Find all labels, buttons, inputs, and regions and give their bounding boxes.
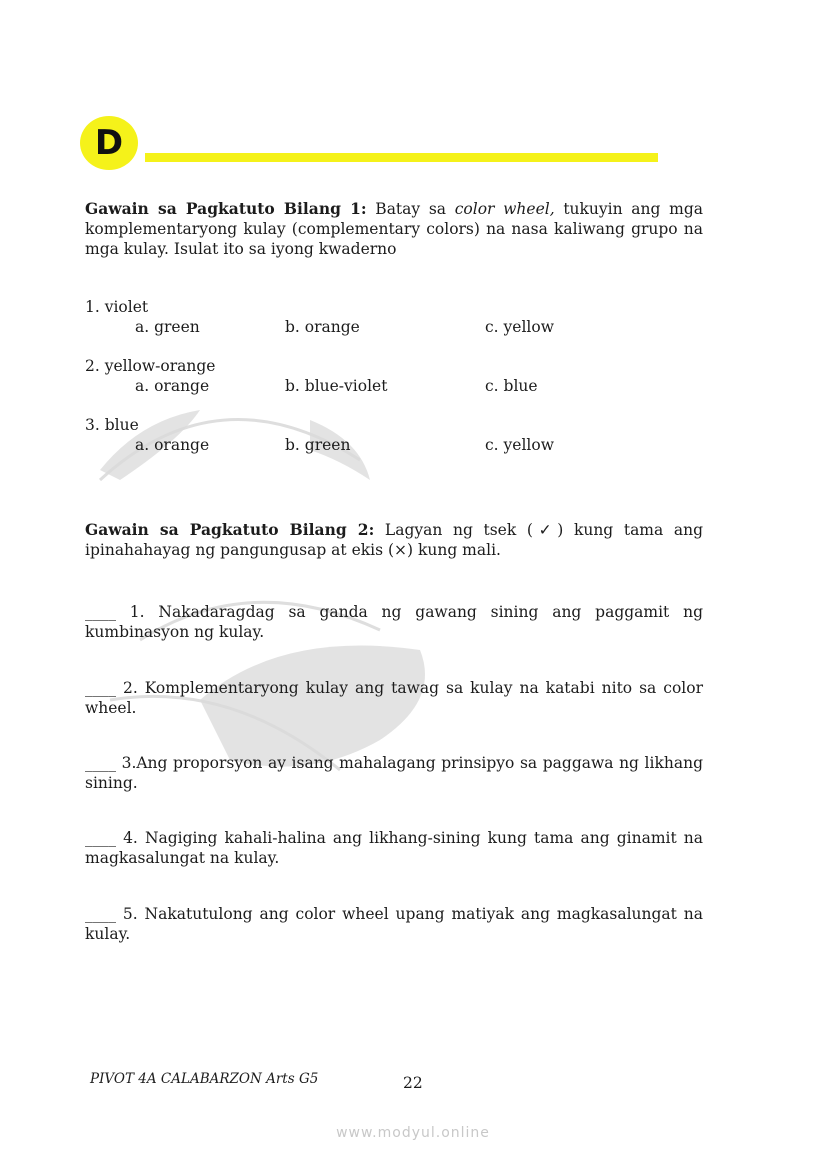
- q1-option-a: a. green: [135, 318, 200, 336]
- activity1-italic: color wheel,: [454, 200, 555, 218]
- question-2: 2. yellow-orange: [85, 357, 216, 375]
- q2-option-a: a. orange: [135, 377, 210, 395]
- footer-source: PIVOT 4A CALABARZON Arts G5: [90, 1071, 319, 1087]
- question-1: 1. violet: [85, 298, 149, 316]
- activity1-instructions: [85, 199, 703, 259]
- q3-option-a: a. orange: [135, 436, 210, 454]
- item-3: ____ 3.Ang proporsyon ay isang mahalagang prinsipyo sa paggawa ng likhang sining.: [85, 754, 703, 792]
- q2-option-c: c. blue: [485, 377, 538, 395]
- q1-option-c: c. yellow: [485, 318, 554, 336]
- activity1-text-1: Batay sa: [366, 200, 455, 218]
- section-letter: D: [94, 123, 124, 163]
- page-number: 22: [403, 1074, 423, 1092]
- item-2: ____ 2. Komplementaryong kulay ang tawag sa kulay na katabi nito sa color wheel.: [85, 679, 703, 717]
- activity1-title: Gawain sa Pagkatuto Bilang 1:: [85, 199, 367, 218]
- question-3: 3. blue: [85, 416, 139, 434]
- activity1-text-2: tukuyin ang mga komplementaryong kulay (complementary colors) na nasa kaliwang grupo na mga kulay. Isulat ito sa iyong kwaderno: [85, 200, 704, 258]
- q3-option-c: c. yellow: [485, 436, 554, 454]
- item-1: ____ 1. Nakadaragdag sa ganda ng gawang sining ang paggamit ng kumbinasyon ng kulay.: [85, 603, 703, 641]
- section-badge: [80, 116, 138, 170]
- item-5: ____ 5. Nakatutulong ang color wheel upang matiyak ang magkasalungat na kulay.: [85, 905, 703, 943]
- q3-option-b: b. green: [285, 436, 351, 454]
- activity2-instructions: [85, 520, 703, 560]
- activity2-title: Gawain sa Pagkatuto Bilang 2:: [85, 520, 375, 539]
- header-underline: [145, 153, 658, 162]
- q2-option-b: b. blue-violet: [285, 377, 388, 395]
- site-watermark: www.modyul.online: [336, 1125, 490, 1141]
- item-4: ____ 4. Nagiging kahali-halina ang likhang-sining kung tama ang ginamit na magkasalungat na kulay.: [85, 829, 703, 867]
- activity2-text: Lagyan ng tsek (✓) kung tama ang ipinahahayag ng pangungusap at ekis (×) kung mali.: [85, 521, 704, 559]
- q1-option-b: b. orange: [285, 318, 360, 336]
